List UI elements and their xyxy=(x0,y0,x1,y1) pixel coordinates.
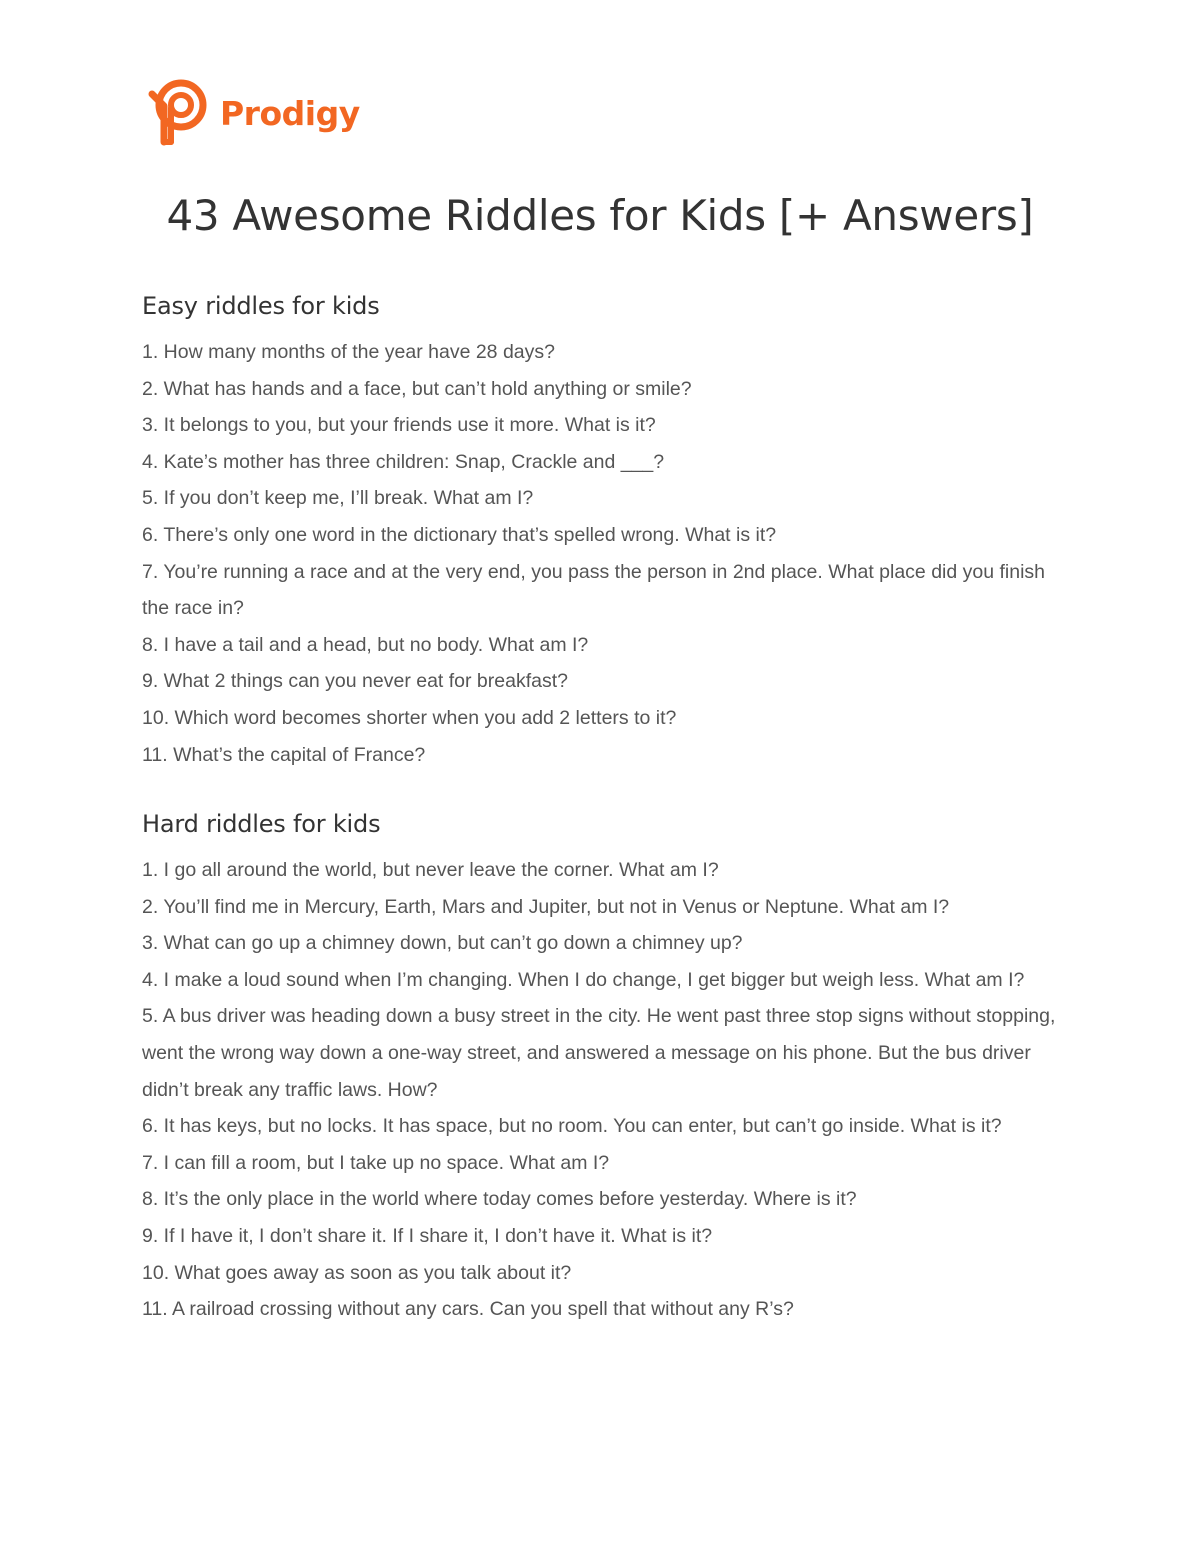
easy-riddles-section xyxy=(142,288,1062,773)
list-item: 6. There’s only one word in the dictionary that’s spelled wrong. What is it? xyxy=(142,523,777,546)
riddle-list xyxy=(142,334,1062,773)
list-item: 8. I have a tail and a head, but no body. What am I? xyxy=(142,633,589,656)
section-heading: Hard riddles for kids xyxy=(142,810,381,838)
list-item: 1. I go all around the world, but never leave the corner. What am I? xyxy=(142,859,719,881)
section-heading: Easy riddles for kids xyxy=(142,292,380,320)
list-item: 9. What 2 things can you never eat for breakfast? xyxy=(142,670,568,693)
list-item: 7. You’re running a race and at the very end, you pass the person in 2nd place. What place did you finish the race in? xyxy=(142,560,1046,620)
list-item: 11. What’s the capital of France? xyxy=(142,743,426,766)
list-item: 5. If you don’t keep me, I’ll break. What am I? xyxy=(142,487,534,510)
page-title: 43 Awesome Riddles for Kids [+ Answers] xyxy=(166,191,1034,240)
hard-riddles-section xyxy=(142,806,1062,1328)
riddle-list xyxy=(142,852,1062,1328)
list-item: 10. Which word becomes shorter when you add 2 letters to it? xyxy=(142,706,677,729)
list-item: 10. What goes away as soon as you talk about it? xyxy=(142,1261,572,1284)
brand-logo xyxy=(146,76,360,148)
list-item: 2. You’ll find me in Mercury, Earth, Mars and Jupiter, but not in Venus or Neptune. What am I? xyxy=(142,895,950,918)
list-item: 11. A railroad crossing without any cars. Can you spell that without any R’s? xyxy=(142,1298,794,1321)
list-item: 6. It has keys, but no locks. It has space, but no room. You can enter, but can’t go inside. What is it? xyxy=(142,1115,1002,1138)
brand-name: Prodigy xyxy=(220,93,360,133)
list-item: 4. Kate’s mother has three children: Snap, Crackle and ___? xyxy=(142,450,665,473)
list-item: 3. It belongs to you, but your friends use it more. What is it? xyxy=(142,414,656,437)
list-item: 5. A bus driver was heading down a busy street in the city. He went past three stop signs without stopping, went the wrong way down a one-way street, and answered a message on his phone. But the bus driver didn’t break any traffic laws. How? xyxy=(142,1005,1056,1101)
list-item: 4. I make a loud sound when I’m changing. When I do change, I get bigger but weigh less. What am I? xyxy=(142,968,1025,991)
list-item: 1. How many months of the year have 28 days? xyxy=(142,341,555,363)
prodigy-p-logo-icon xyxy=(146,76,212,148)
list-item: 7. I can fill a room, but I take up no space. What am I? xyxy=(142,1151,610,1174)
list-item: 8. It’s the only place in the world where today comes before yesterday. Where is it? xyxy=(142,1188,857,1211)
list-item: 3. What can go up a chimney down, but can’t go down a chimney up? xyxy=(142,932,743,955)
list-item: 2. What has hands and a face, but can’t hold anything or smile? xyxy=(142,377,692,400)
list-item: 9. If I have it, I don’t share it. If I share it, I don’t have it. What is it? xyxy=(142,1224,713,1247)
